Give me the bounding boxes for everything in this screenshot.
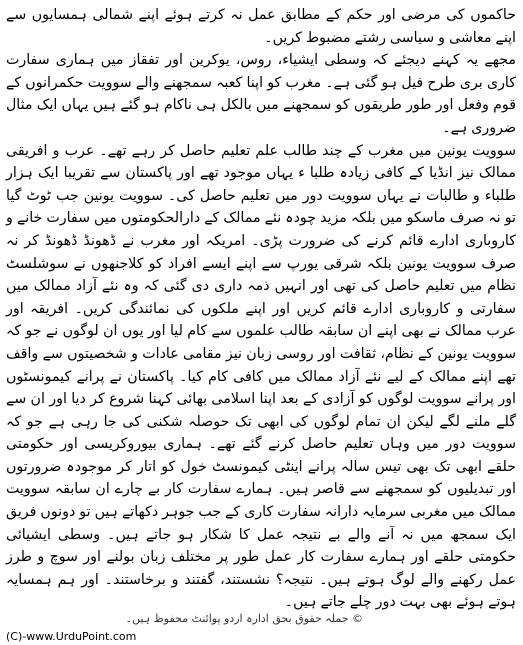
site-url[interactable]: (C)-www.UrduPoint.com xyxy=(6,630,137,643)
paragraph: مجھے یہ کہنے دیجئے کہ وسطی ایشیاء، روس، یوکرین اور تفقاز میں ہماری سفارت کاری بری طرح فیل ہو گئی ہے۔ مغرب کو اپنا کعبہ سمجھنے والے سوویت حکمرانوں کے قوم وفعل اور طور طریقوں کو سمجھنے میں بالکل ہی ناکام ہو گئے ہیں یہاں ایک مثال ضروری ہے۔ xyxy=(6,52,516,136)
paragraph: حاکموں کی مرضی اور حکم کے مطابق عمل نہ کرتے ہوئے اپنے شمالی ہمسایوں سے اپنے معاشی و سیاسی رشتے مضبوط کریں۔ xyxy=(6,7,516,46)
paragraph: سوویت یونین میں مغرب کے چند طالب علم تعلیم حاصل کر رہے تھے۔ عرب و افریقی ممالک نیز انڈیا کے کافی زیادہ طلبا ء یہاں موجود تھے اور پاکستان سے تقریبا ایک ہزار طلباء و طالبات نے یہاں سوویت دور میں تعلیم حاصل کی۔ سوویت یونین جب ٹوٹ گیا تو نہ صرف ماسکو میں بلکہ مزید چودہ نئے ممالک کے دارالحکومتوں میں سفارت خانے و کاروباری ادارے قائم کرنے کی ضرورت پڑی۔ امریکہ اور مغرب نے ڈھونڈ ڈھونڈ کر نہ صرف سوویت یونین بلکہ شرقی یورپ سے اپنے ایسے افراد کو کلاجنھوں نے سوشلسٹ نظام میں تعلیم حاصل کی تھی اور انہیں ذمہ داری دی گئی کہ وہ نئے آزاد ممالک میں سفارتی و کاروباری ادارے قائم کریں اور اپنے ملکوں کی نمائندگی کریں۔ افریقہ اور عرب ممالک نے بھی اپنے ان سابقہ طالب علموں سے کام لیا اور یوں ان لوگوں نے جو کہ سوویت یونین کے نظام، ثقافت اور روسی زبان نیز مقامی عادات و شخصیتوں سے واقف تھے اپنے ممالک کے لیے نئے آزاد ممالک میں کافی کام کیا۔ پاکستان نے پرانے کیمونسٹوں اور پرانے سوویت لوگوں کو آزادی کے بعد اپنا اسلامی بھائی کہنا شروع کر دیا اور ان سے گلے ملنے لگے لیکن ان تمام لوگوں کی ابھی تک حوصلہ شکنی کی جا رہی ہے جو کہ سوویت دور میں وہاں تعلیم حاصل کرنے گئے تھے۔ ہماری بیوروکریسی اور حکومتی حلقے ابھی تک بھی تیس سالہ پرانے اینٹی کیمونسٹ خول کو اتار کر موجودہ ضرورتوں اور تبدیلیوں کو سمجھنے سے قاصر ہیں۔ ہمارے سفارت کار بے چارے ان سابقہ سوویت ممالک میں مغربی سرمایہ دارانہ سفارت کاری کے جب جوہر دکھاتے ہیں تو دونوں فریق ایک سمجھ میں نہ آنے والے بے نتیجہ عمل کا شکار ہو جاتے ہیں۔ وسطی ایشیائی حکومتی حلقے اور ہمارے سفارت کار عمل طور پر مختلف زبان بولنے اور سوچ و طرز عمل رکھنے والے لوگ ہوتے ہیں۔ نتیجہ؟ نشستند، گفتند و برخاستند۔ اور ہم ہمسایہ ہوتے ہوئے بھی بہت دور چلے جاتے ہیں۔ xyxy=(6,142,516,611)
copyright-note: © جملہ حقوق بحق ادارہ اردو پوائنٹ محفوظ ہیں۔ xyxy=(125,612,363,625)
article-body xyxy=(6,4,516,614)
